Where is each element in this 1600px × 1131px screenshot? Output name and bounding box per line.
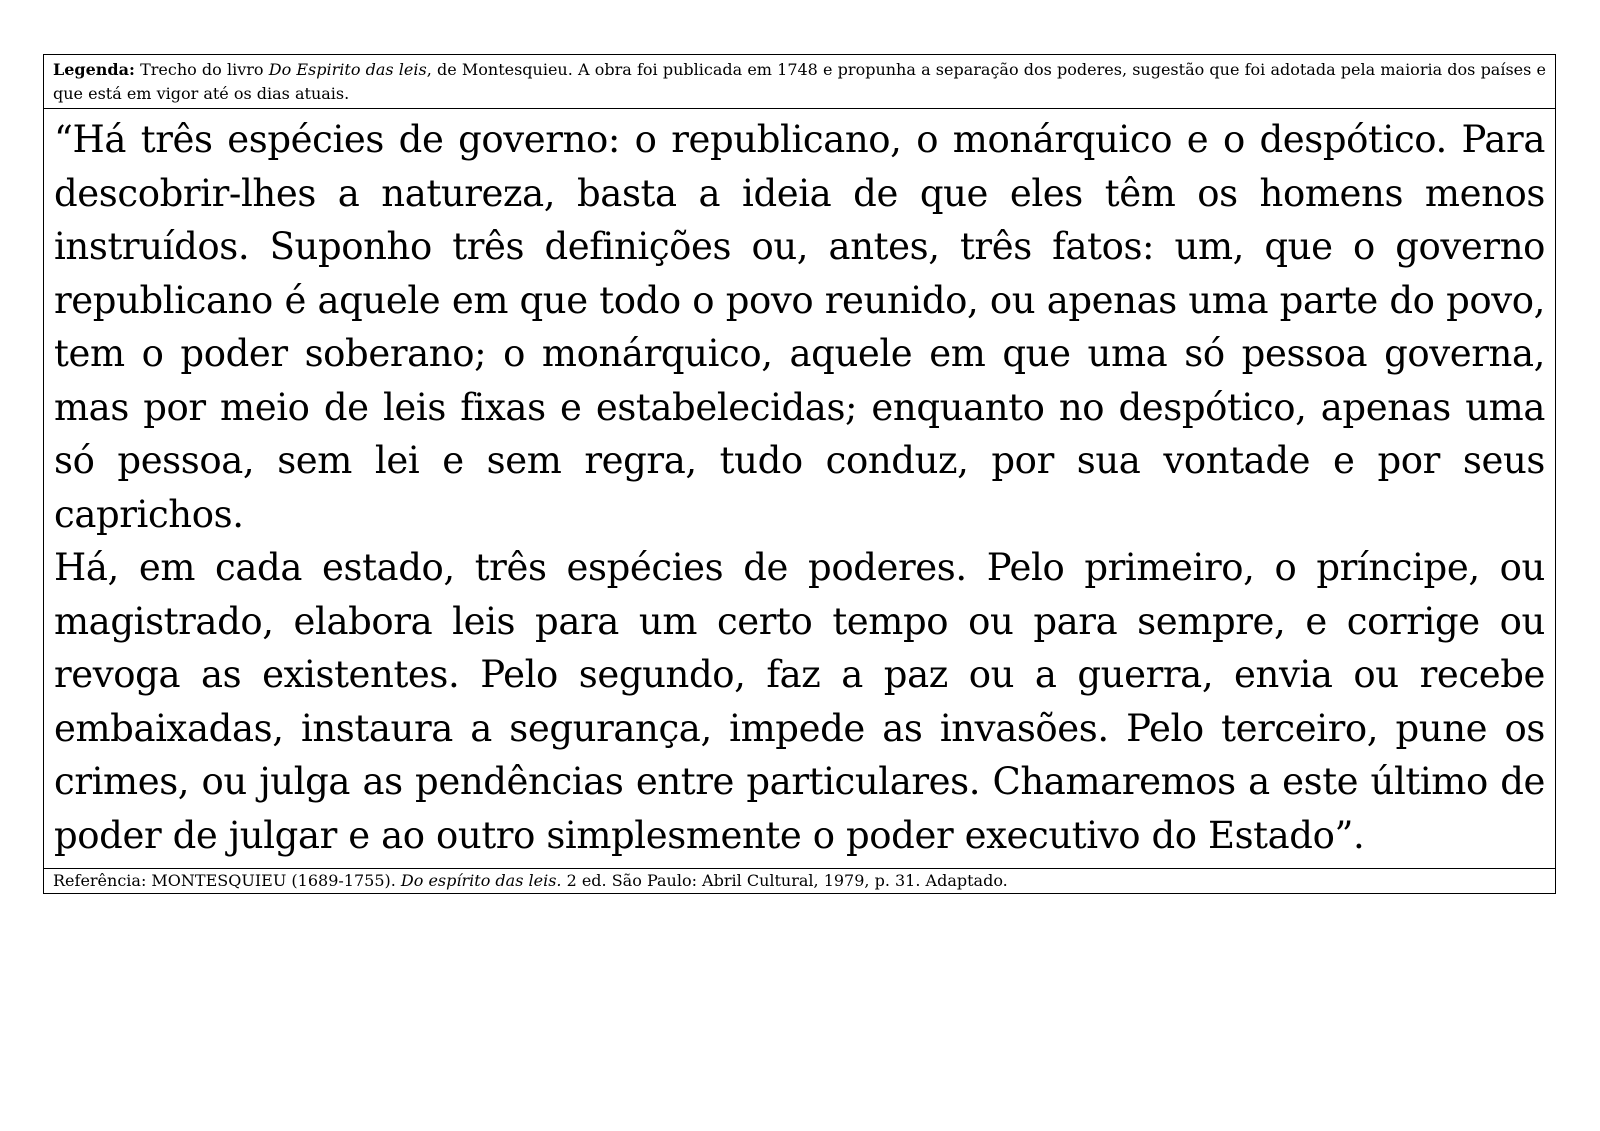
quote-paragraph-1: “Há três espécies de governo: o republicano, o monárquico e o despótico. Para descobrir-lhes a natureza, basta a ideia de que eles têm os homens menos instruídos. Suponho três definições ou, antes, três fatos: um, que o governo republicano é aquele em que todo o povo reunido, ou apenas uma parte do povo, tem o poder soberano; o monárquico, aquele em que uma só pessoa governa, mas por meio de leis fixas e estabelecidas; enquanto no despótico, apenas uma só pessoa, sem lei e sem regra, tudo conduz, por sua vontade e por seus caprichos. bbox=[54, 118, 1545, 536]
caption-label: Legenda: bbox=[53, 60, 135, 79]
caption-text-before-title: Trecho do livro bbox=[134, 60, 269, 79]
caption bbox=[44, 55, 1555, 109]
reference-book-title: Do espírito das leis. bbox=[400, 871, 562, 890]
quote-block bbox=[44, 109, 1555, 869]
reference-text-after-title: 2 ed. São Paulo: Abril Cultural, 1979, p. 31. Adaptado. bbox=[561, 871, 1008, 890]
reference bbox=[44, 869, 1555, 893]
caption-text-after-title: , de Montesquieu. A obra foi publicada em 1748 e propunha a separação dos poderes, sugestão que foi adotada pela maioria dos países e que está em vigor até os dias atuais. bbox=[53, 60, 1547, 103]
caption-book-title: Do Espirito das leis bbox=[268, 60, 427, 79]
reference-text-before-title: Referência: MONTESQUIEU (1689-1755). bbox=[53, 871, 401, 890]
excerpt-box bbox=[43, 54, 1556, 894]
quote-paragraph-2: Há, em cada estado, três espécies de poderes. Pelo primeiro, o príncipe, ou magistrado, elabora leis para um certo tempo ou para sempre, e corrige ou revoga as existentes. Pelo segundo, faz a paz ou a guerra, envia ou recebe embaixadas, instaura a segurança, impede as invasões. Pelo terceiro, pune os crimes, ou julga as pendências entre particulares. Chamaremos a este último de poder de julgar e ao outro simplesmente o poder executivo do Estado”. bbox=[54, 546, 1545, 857]
